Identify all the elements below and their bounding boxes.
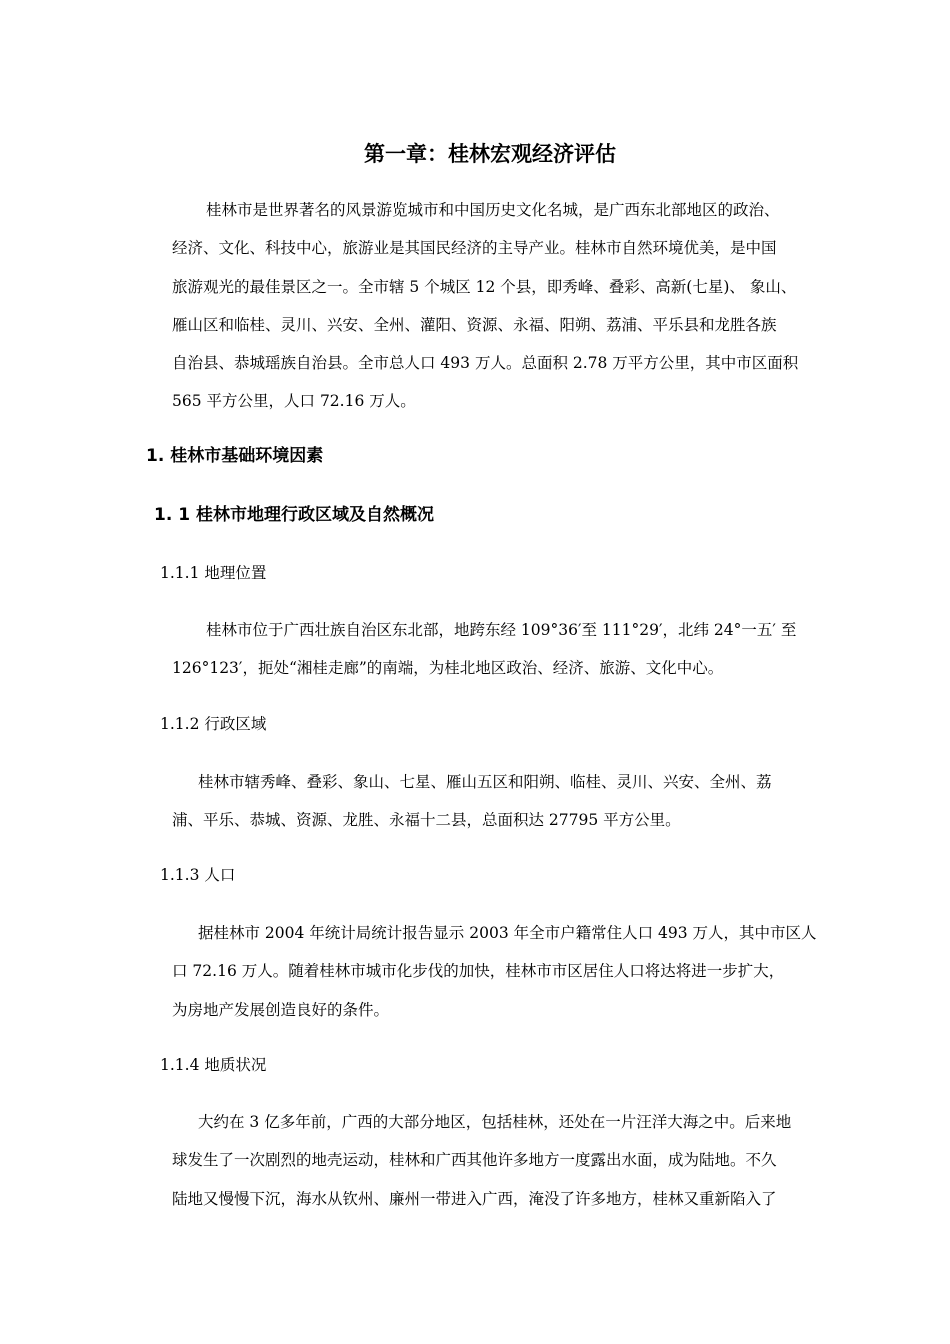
section-heading-1: 1. 桂林市基础环境因素 — [146, 446, 324, 466]
subsection-heading-administrative: 1.1.2 行政区域 — [160, 715, 267, 733]
geology-line: 陆地又慢慢下沉，海水从钦州、廉州一带进入广西，淹没了许多地方，桂林又重新陷入了 — [172, 1189, 777, 1208]
population-line: 为房地产发展创造良好的条件。 — [172, 1000, 390, 1019]
intro-line: 经济、文化、科技中心，旅游业是其国民经济的主导产业。桂林市自然环境优美，是中国 — [172, 239, 777, 258]
intro-line: 桂林市是世界著名的风景游览城市和中国历史文化名城，是广西东北部地区的政治、 — [206, 201, 780, 219]
geology-paragraph — [172, 1103, 840, 1218]
subsection-heading-geography: 1.1.1 地理位置 — [160, 564, 267, 582]
subsection-heading-population: 1.1.3 人口 — [160, 866, 236, 884]
intro-line: 565 平方公里，人口 72.16 万人。 — [172, 392, 416, 411]
intro-line: 雁山区和临桂、灵川、兴安、全州、灌阳、资源、永福、阳朔、荔浦、平乐县和龙胜各族 — [172, 315, 777, 334]
geography-paragraph — [172, 611, 840, 688]
intro-line: 自治县、恭城瑶族自治县。全市总人口 493 万人。总面积 2.78 万平方公里，其中市区面积 — [172, 354, 799, 373]
geography-line: 126°123′，扼处“湘桂走廊”的南端，为桂北地区政治、经济、旅游、文化中心。 — [172, 659, 724, 678]
population-line: 据桂林市 2004 年统计局统计报告显示 2003 年全市户籍常住人口 493 万人，其中市区人 — [198, 924, 817, 942]
population-paragraph — [172, 914, 840, 1029]
geology-line: 球发生了一次剧烈的地壳运动，桂林和广西其他许多地方一度露出水面，成为陆地。不久 — [172, 1151, 777, 1170]
administrative-line: 浦、平乐、恭城、资源、龙胜、永福十二县，总面积达 27795 平方公里。 — [172, 811, 681, 830]
chapter-title: 第一章：桂林宏观经济评估 — [364, 142, 616, 166]
administrative-line: 桂林市辖秀峰、叠彩、象山、七星、雁山五区和阳朔、临桂、灵川、兴安、全州、荔 — [198, 773, 772, 791]
population-line: 口 72.16 万人。随着桂林市城市化步伐的加快，桂林市市区居住人口将达将进一步扩大， — [172, 962, 785, 981]
intro-paragraph — [172, 191, 840, 421]
intro-line: 旅游观光的最佳景区之一。全市辖 5 个城区 12 个县，即秀峰、叠彩、高新(七星)、 象山、 — [172, 277, 797, 296]
section-heading-1-1: 1. 1 桂林市地理行政区域及自然概况 — [154, 505, 434, 525]
administrative-paragraph — [172, 763, 840, 840]
geology-line: 大约在 3 亿多年前，广西的大部分地区，包括桂林，还处在一片汪洋大海之中。后来地 — [198, 1113, 792, 1131]
geography-line: 桂林市位于广西壮族自治区东北部，地跨东经 109°36′至 111°29′，北纬 24°一五′ 至 — [206, 621, 797, 639]
subsection-heading-geology: 1.1.4 地质状况 — [160, 1056, 267, 1074]
